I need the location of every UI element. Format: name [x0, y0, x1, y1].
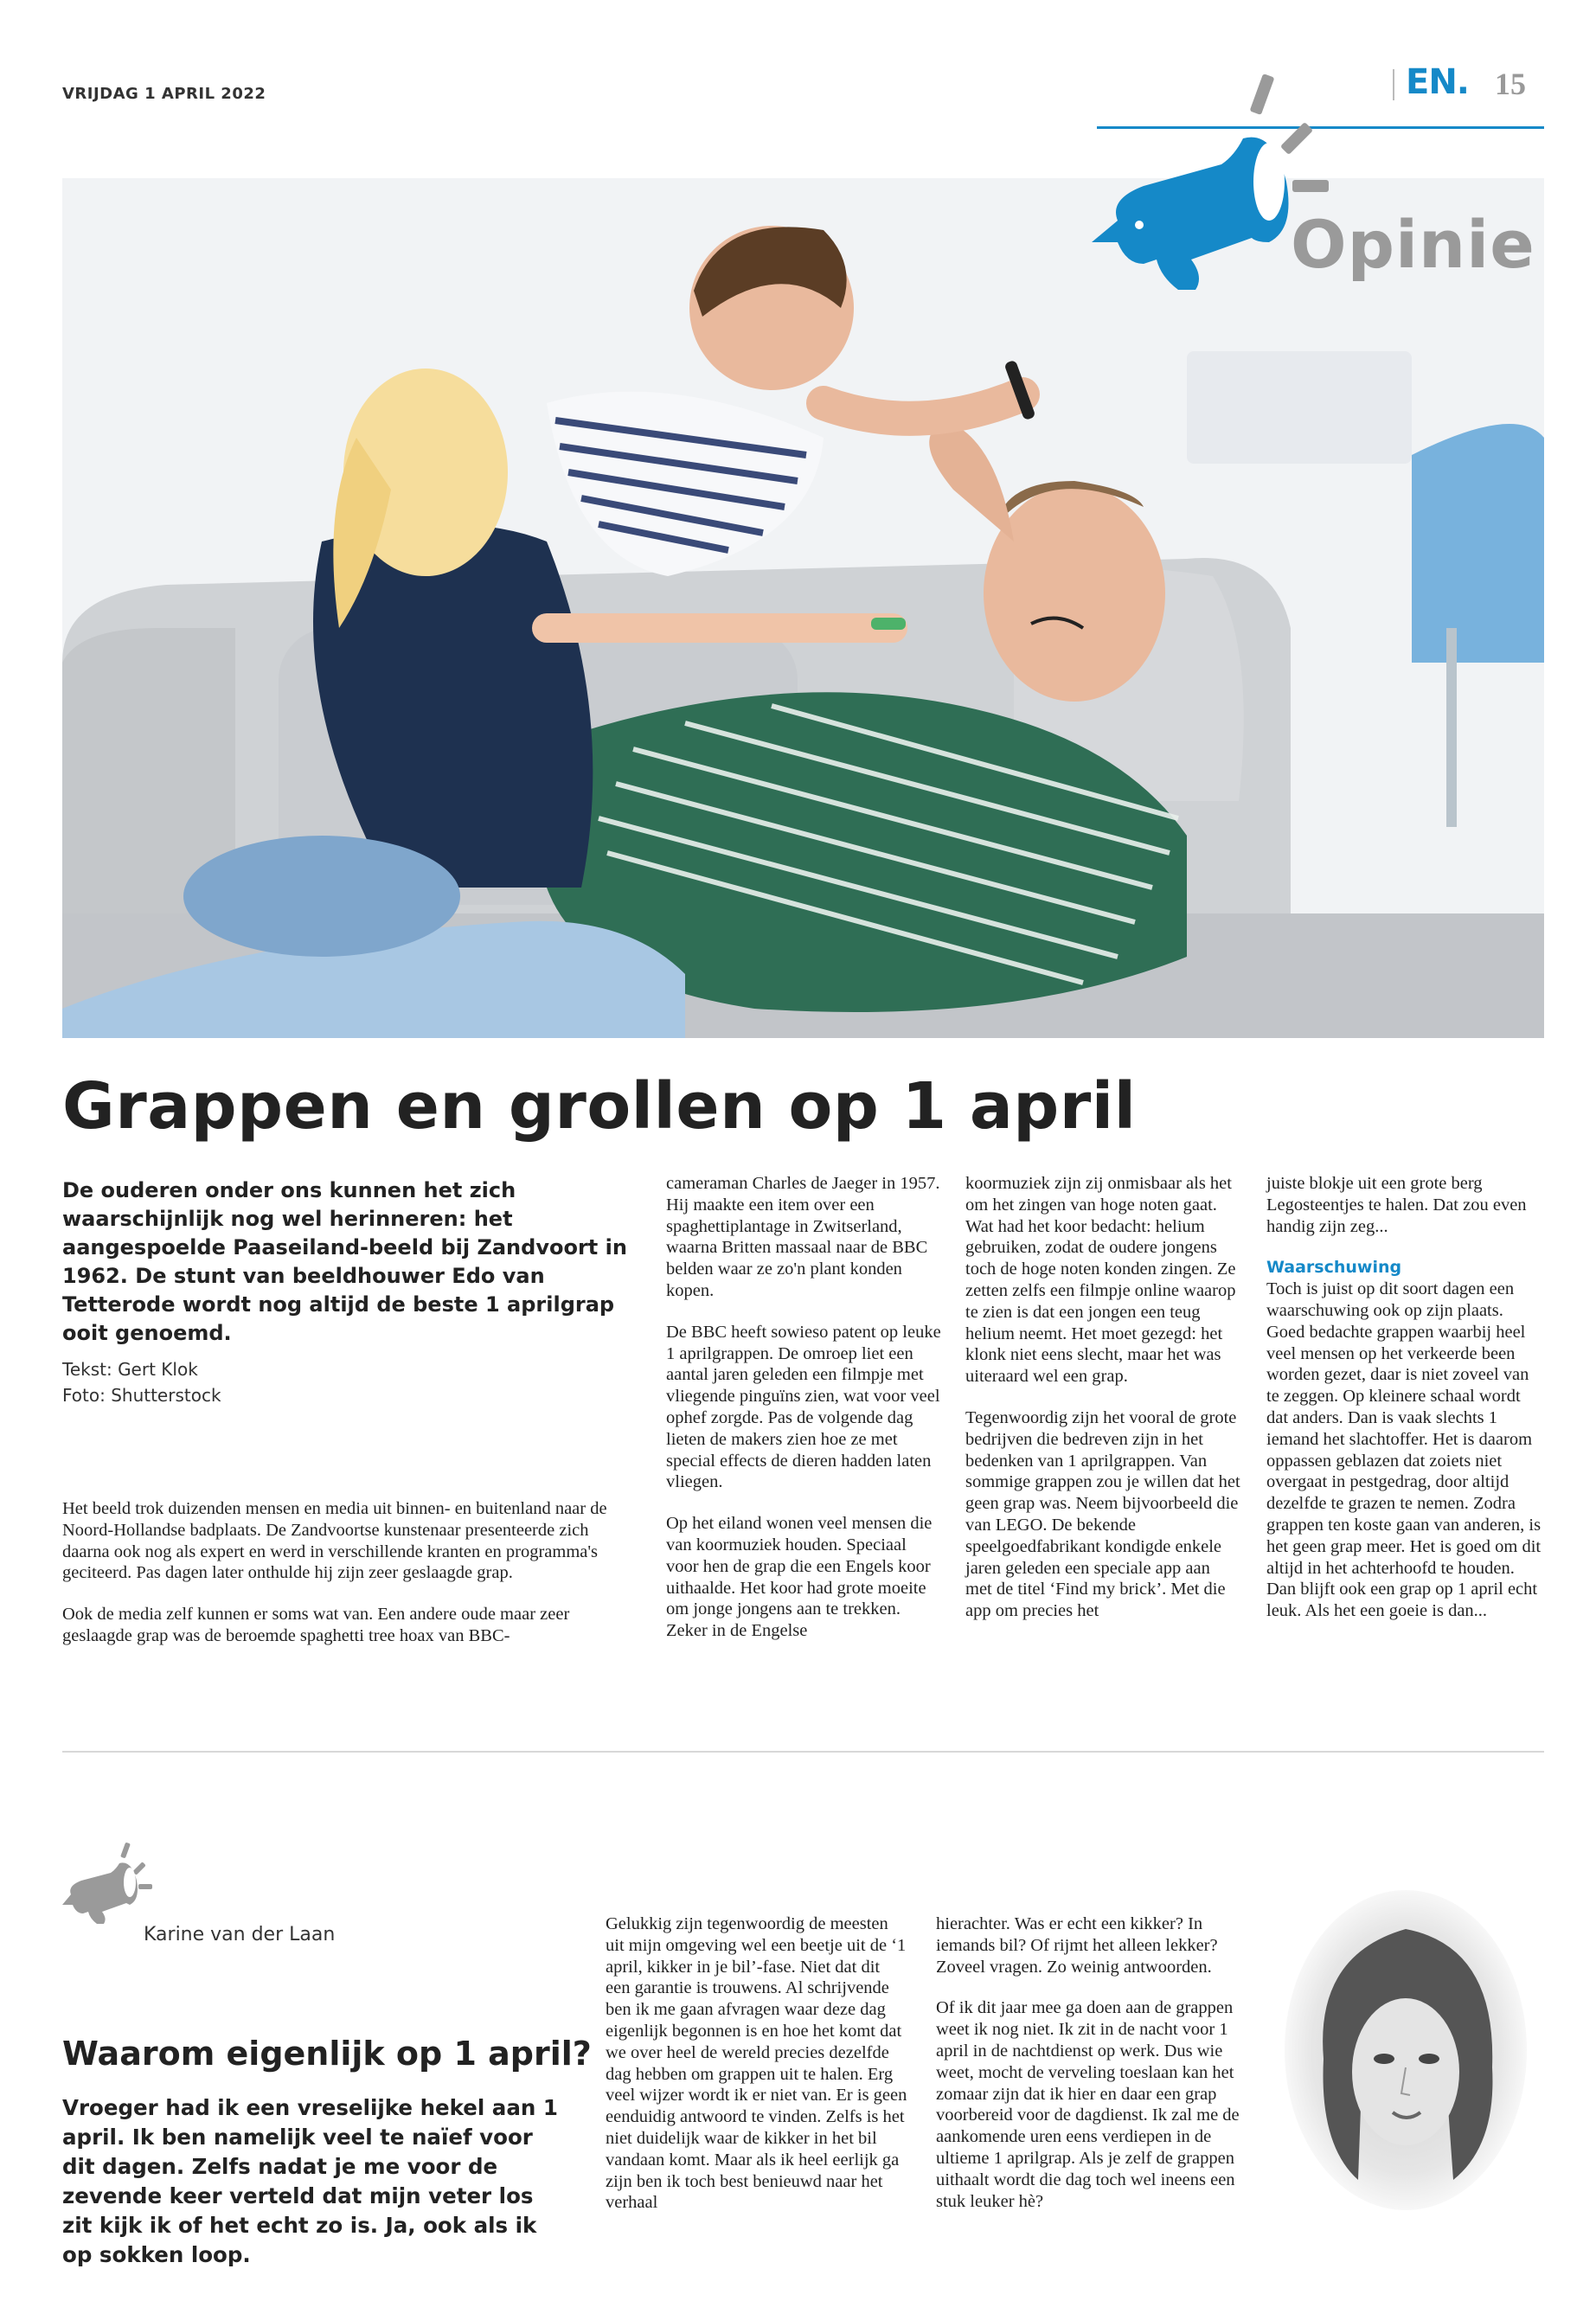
column-author: Karine van der Laan	[144, 1924, 336, 1945]
article-lead: De ouderen onder ons kunnen het zich waarschijnlijk nog wel herinneren: het aangespoelde Paaseiland-beeld bij Zandvoort in 1962. De stunt van beeldhouwer Edo van Tetterode wordt nog altijd de beste 1 aprilgrap ooit genoemd.	[62, 1178, 627, 1345]
column-text-2	[936, 1913, 1247, 2232]
article-column-4	[1266, 1173, 1544, 1642]
header-divider	[1393, 69, 1394, 100]
paragraph: Tegenwoordig zijn het vooral de grote bedrijven die bedreven zijn in het bedenken van 1 aprilgrappen. Van sommige grappen zou je willen dat het geen grap was. Neem bijvoorbeeld die van LEGO. De bekende speelgoedfabrikant kondigde enkele jaren geleden een speciale app aan met de titel ‘Find my brick’. Met die app om precies het	[965, 1407, 1240, 1621]
section-title: Opinie	[1291, 206, 1535, 283]
section-divider	[62, 1751, 1544, 1753]
article-column-2	[666, 1173, 941, 1662]
paragraph: Of ik dit jaar mee ga doen aan de grappen weet ik nog niet. Ik zit in de nacht voor 1 april in de nachtdienst op werk. Dus wie weet, mocht de verveling toeslaan kan het zomaar zijn dat ik hier en daar een grap voorbereid voor de dagdienst. Ik zal me de aankomende uren eens verdiepen in de ultieme 1 aprilgrap. Als je zelf de grappen uithaalt wordt die dag toch wel ineens een stuk leuker hè?	[936, 1998, 1240, 2211]
article-headline: Grappen en grollen op 1 april	[62, 1069, 1137, 1144]
paragraph: juiste blokje uit een grote berg Legosteentjes te halen. Dat zou even handig zijn zeg...	[1266, 1174, 1527, 1236]
credit-text: Tekst: Gert Klok	[62, 1359, 198, 1380]
brand-logo: EN.	[1406, 62, 1469, 102]
article-subheading: Waarschuwing	[1266, 1258, 1402, 1278]
paragraph: Gelukkig zijn tegenwoordig de meesten uit mijn omgeving wel een beetje uit de ‘1 april, kikker in je bil’-fase. Niet dat dit een garantie is trouwens. Al schrijvende ben ik me gaan afvragen waar deze dag eigenlijk begonnen is en hoe het komt dat we over heel de wereld precies dezelfde dag hebben om grappen uit te halen. Erg veel wijzer wordt ik er niet van. Er is geen eenduidig antwoord te vinden. Zelfs is het niet duidelijk waar de kikker in het bil vandaan komt. Maar als ik heel eerlijk ga zijn ben ik toch best benieuwd naar het verhaal	[606, 1914, 907, 2213]
credit-photo: Foto: Shutterstock	[62, 1385, 221, 1406]
column-text-1	[606, 1913, 908, 2234]
paragraph: cameraman Charles de Jaeger in 1957. Hij maakte een item over een spaghettiplantage in Zwitserland, waarna Britten massaal naar de BBC belden waar ze zo'n plant konden kopen.	[666, 1174, 940, 1300]
megaphone-small-icon	[62, 1841, 157, 1927]
paragraph: koormuziek zijn zij onmisbaar als het om het zingen van hoge noten gaat. Wat had het koor bedacht: helium gebruiken, zodat de oudere jongens toch de hoge noten konden zingen. Ze zetten zelfs een filmpje online waarop te zien is dat een jongen een teug helium neemt. Het moet gezegd: het klonk niet eens slecht, maar het was uiteraard wel een grap.	[965, 1174, 1236, 1387]
page-number: 15	[1495, 67, 1526, 101]
author-portrait-sketch	[1280, 1886, 1531, 2214]
issue-date: VRIJDAG 1 APRIL 2022	[62, 85, 266, 103]
column-headline: Waarom eigenlijk op 1 april?	[62, 2035, 592, 2073]
article-column-3	[965, 1173, 1240, 1642]
paragraph: Het beeld trok duizenden mensen en media uit binnen- en buitenland naar de Noord-Hollandse badplaats. De Zandvoortse kunstenaar presenteerde zich daarna ook nog als expert en werd in verschillende kranten en programma's geciteerd. Pas dagen later onthulde hij zijn zeer geslaagde grap.	[62, 1499, 607, 1583]
paragraph: Toch is juist op dit soort dagen een waarschuwing ook op zijn plaats. Goed bedachte grappen waarbij heel veel mensen op het verkeerde been worden gezet, daar is niet zoveel van te zeggen. Op kleinere schaal wordt dat anders. Dan is vaak slechts 1 iemand het slachtoffer. Het is daarom oppassen geblazen dat zoiets niet overgaat in pestgedrag, door altijd dezelfde te grazen te nemen. Zodra grappen ten koste gaan van anderen, is het geen grap meer. Het is goed om dit altijd in het achterhoofd te houden. Dan blijft ook een grap op 1 april echt leuk. Als het een goeie is dan...	[1266, 1279, 1542, 1621]
paragraph: Ook de media zelf kunnen er soms wat van. Een andere oude maar zeer geslaagde grap was de beroemde spaghetti tree hoax van BBC-	[62, 1605, 570, 1645]
paragraph: hierachter. Was er echt een kikker? In iemands bil? Of rijmt het alleen lekker? Zoveel vragen. Zo weinig antwoorden.	[936, 1914, 1218, 1977]
article-column-1	[62, 1498, 616, 1667]
paragraph: Op het eiland wonen veel mensen die van koormuziek houden. Speciaal voor hen de grap die een Engels koor uithaalde. Het koor had grote moeite om jonge jongens aan te trekken. Zeker in de Engelse	[666, 1514, 933, 1641]
column-lead: Vroeger had ik een vreselijke hekel aan 1 april. Ik ben namelijk veel te naïef voor dit dagen. Zelfs nadat je me voor de zevende keer verteld dat mijn veter los zit kijk ik of het echt zo is. Ja, ook als ik op sokken loop.	[62, 2095, 558, 2267]
article-credits	[62, 1356, 221, 1408]
paragraph: De BBC heeft sowieso patent op leuke 1 aprilgrappen. De omroep liet een aantal jaren geleden een filmpje met vliegende pinguïns zien, wat voor veel ophef zorgde. Pas de volgende dag lieten de makers zien hoe ze met special effects de dieren hadden laten vliegen.	[666, 1322, 941, 1492]
